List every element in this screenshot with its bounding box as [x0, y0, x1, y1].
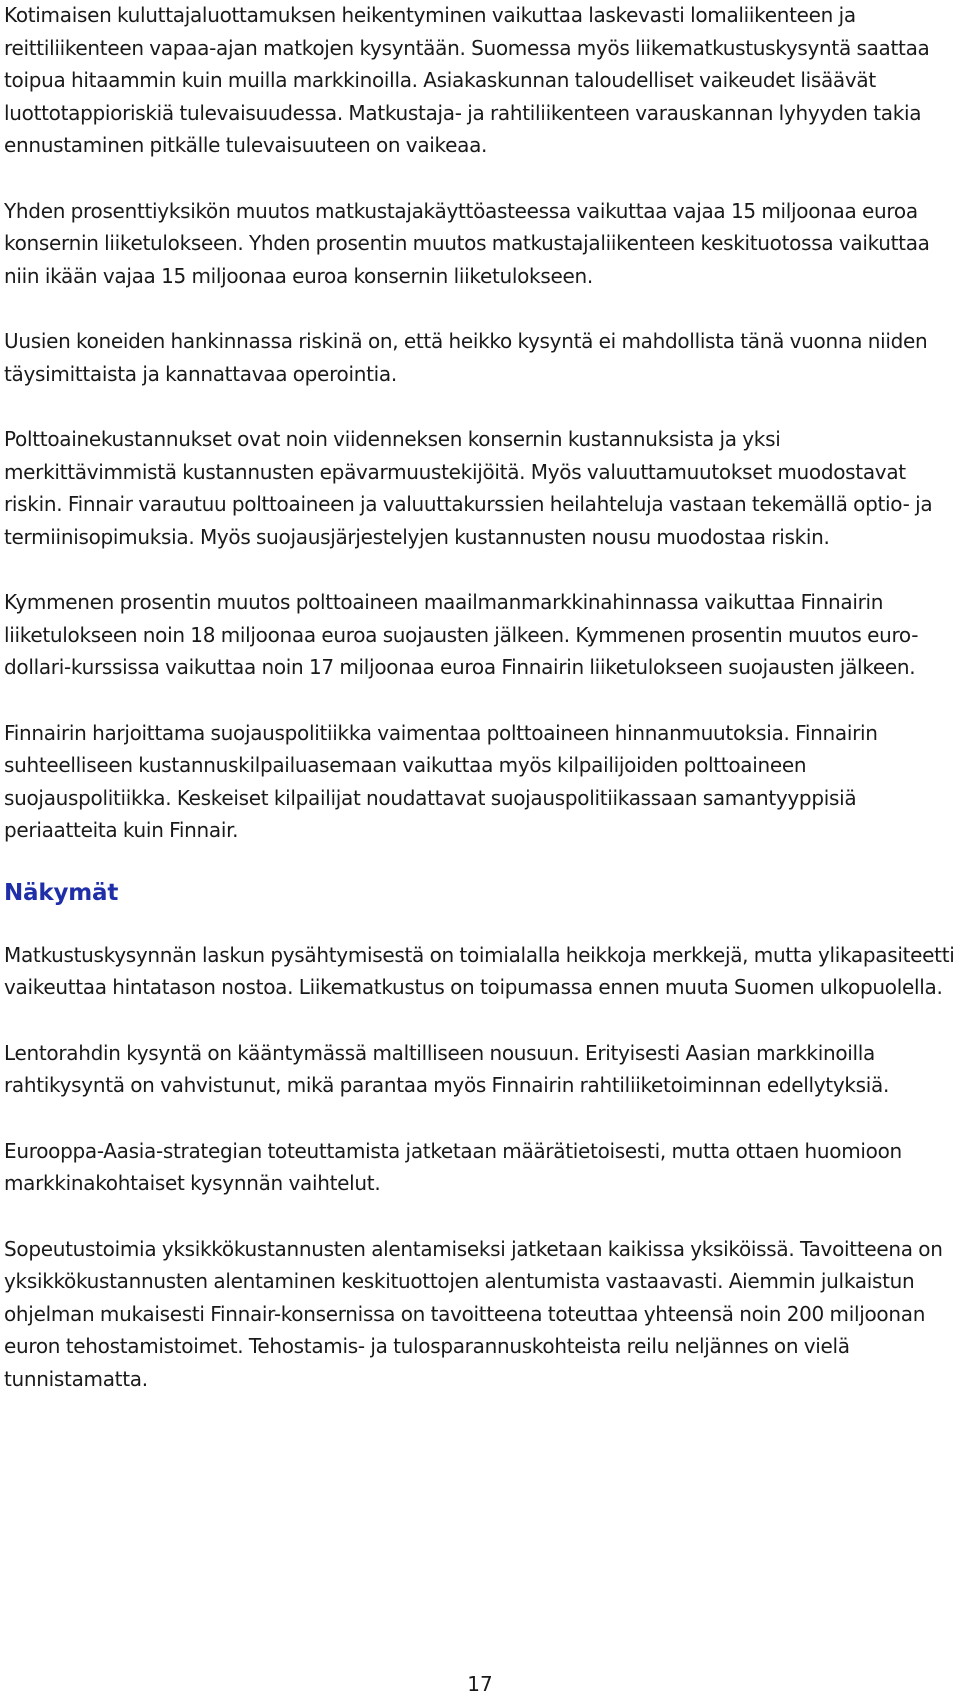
paragraph-new-aircraft-risk: Uusien koneiden hankinnassa riskinä on, että heikko kysyntä ei mahdollista tänä vuonna niiden täysimittaista ja kannattavaa operointia. — [4, 329, 928, 386]
paragraph-consumer-confidence: Kotimaisen kuluttajaluottamuksen heikentyminen vaikuttaa laskevasti lomaliikenteen ja reittiliikenteen vapaa-ajan matkojen kysyntään. Suomessa myös liikematkustuskysyntä saattaa toipua hitaammin kuin muilla markkinoilla. Asiakaskunnan taloudelliset vaikeudet lisäävät luottotappioriskiä tulevaisuudessa. Matkustaja- ja rahtiliikenteen varauskannan lyhyyden takia ennustaminen pitkälle tulevaisuuteen on vaikeaa. — [4, 3, 930, 157]
paragraph-load-factor-sensitivity: Yhden prosenttiyksikön muutos matkustajakäyttöasteessa vaikuttaa vajaa 15 miljoonaa euroa konsernin liiketulokseen. Yhden prosentin muutos matkustajaliikenteen keskituotossa vaikuttaa niin ikään vajaa 15 miljoonaa euroa konsernin liiketulokseen. — [4, 198, 930, 288]
paragraph-cargo-outlook: Lentorahdin kysyntä on kääntymässä maltilliseen nousuun. Erityisesti Aasian markkinoilla rahtikysyntä on vahvistunut, mikä parantaa myös Finnairin rahtiliiketoiminnan edellytyksiä. — [4, 1040, 890, 1097]
paragraph-hedging-policy: Finnairin harjoittama suojauspolitiikka vaimentaa polttoaineen hinnanmuutoksia. Finnairin suhteelliseen kustannuskilpailuasemaan vaikuttaa myös kilpailijoiden polttoaineen suojauspolitiikka. Keskeiset kilpailijat noudattavat suojauspolitiikassaan samantyyppisiä periaatteita kuin Finnair. — [4, 720, 878, 842]
paragraph-fuel-price-sensitivity: Kymmenen prosentin muutos polttoaineen maailmanmarkkinahinnassa vaikuttaa Finnairin liiketulokseen noin 18 miljoonaa euroa suojausten jälkeen. Kymmenen prosentin muutos euro-dollari-kurssissa vaikuttaa noin 17 miljoonaa euroa Finnairin liiketulokseen suojausten jälkeen. — [4, 590, 919, 679]
paragraph-demand-outlook: Matkustuskysynnän laskun pysähtymisestä on toimialalla heikkoja merkkejä, mutta ylikapasiteetti vaikeuttaa hintatason nostoa. Liikematkustus on toipumassa ennen muuta Suomen ulkopuolella. — [4, 942, 955, 999]
document-page — [4, 0, 956, 1395]
paragraph-cost-adjustment: Sopeutustoimia yksikkökustannusten alentamiseksi jatketaan kaikissa yksiköissä. Tavoitteena on yksikkökustannusten alentaminen keskituottojen alentumista vastaavasti. Aiemmin julkaistun ohjelman mukaisesti Finnair-konsernissa on tavoitteena toteuttaa yhteensä noin 200 miljoonan euron tehostamistoimet. Tehostamis- ja tulosparannuskohteista reilu neljännes on vielä tunnistamatta. — [4, 1236, 943, 1391]
paragraph-fuel-costs: Polttoainekustannukset ovat noin viidenneksen konsernin kustannuksista ja yksi merkittävimmistä kustannusten epävarmuustekijöitä. Myös valuuttamuutokset muodostavat riskin. Finnair varautuu polttoaineen ja valuuttakurssien heilahteluja vastaan tekemällä optio- ja termiinisopimuksia. Myös suojausjärjestelyjen kustannusten nousu muodostaa riskin. — [4, 427, 933, 549]
section-heading-outlook: Näkymät — [4, 879, 119, 906]
paragraph-strategy: Eurooppa-Aasia-strategian toteuttamista jatketaan määrätietoisesti, mutta ottaen huomioon markkinakohtaiset kysynnän vaihtelut. — [4, 1138, 902, 1195]
page-number: 17 — [467, 1672, 493, 1696]
